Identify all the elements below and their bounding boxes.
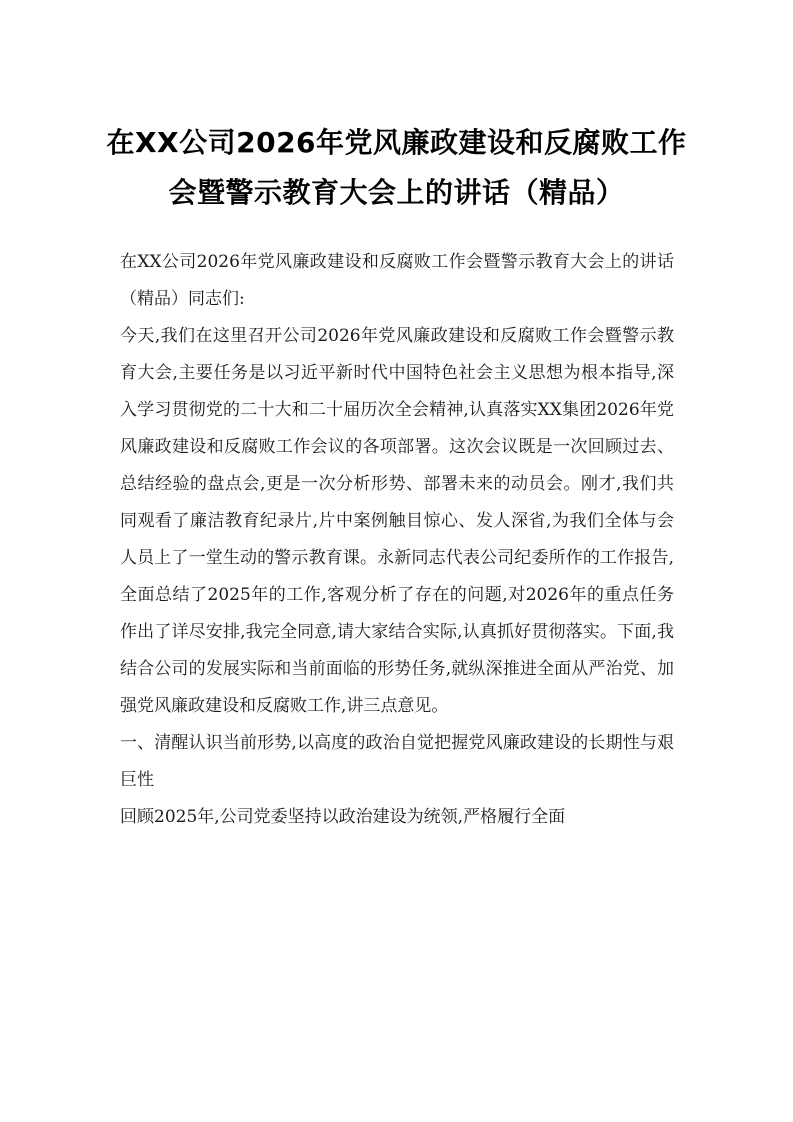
document-body [120, 244, 674, 836]
section-heading-1: 一、清醒认识当前形势,以高度的政治自觉把握党风廉政建设的长期性与艰巨性 [120, 733, 674, 790]
document-title: 在XX公司2026年党风廉政建设和反腐败工作会暨警示教育大会上的讲话（精品） [106, 126, 687, 209]
paragraph-review: 回顾2025年,公司党委坚持以政治建设为统领,严格履行全面 [120, 807, 566, 827]
paragraph-opening: 今天,我们在这里召开公司2026年党风廉政建设和反腐败工作会暨警示教育大会,主要任务是以习近平新时代中国特色社会主义思想为根本指导,深入学习贯彻党的二十大和二十届历次全会精神,认真落实XX集团2026年党风廉政建设和反腐败工作会议的各项部署。这次会议既是一次回顾过去、总结经验的盘点会,更是一次分析形势、部署未来的动员会。刚才,我们共同观看了廉洁教育纪录片,片中案例触目惊心、发人深省,为我们全体与会人员上了一堂生动的警示教育课。永新同志代表公司纪委所作的工作报告,全面总结了2025年的工作,客观分析了存在的问题,对2026年的重点任务作出了详尽安排,我完全同意,请大家结合实际,认真抓好贯彻落实。下面,我结合公司的发展实际和当前面临的形势任务,就纵深推进全面从严治党、加强党风廉政建设和反腐败工作,讲三点意见。 [120, 326, 674, 716]
paragraph-greeting: 在XX公司2026年党风廉政建设和反腐败工作会暨警示教育大会上的讲话（精品）同志们: [120, 252, 674, 309]
